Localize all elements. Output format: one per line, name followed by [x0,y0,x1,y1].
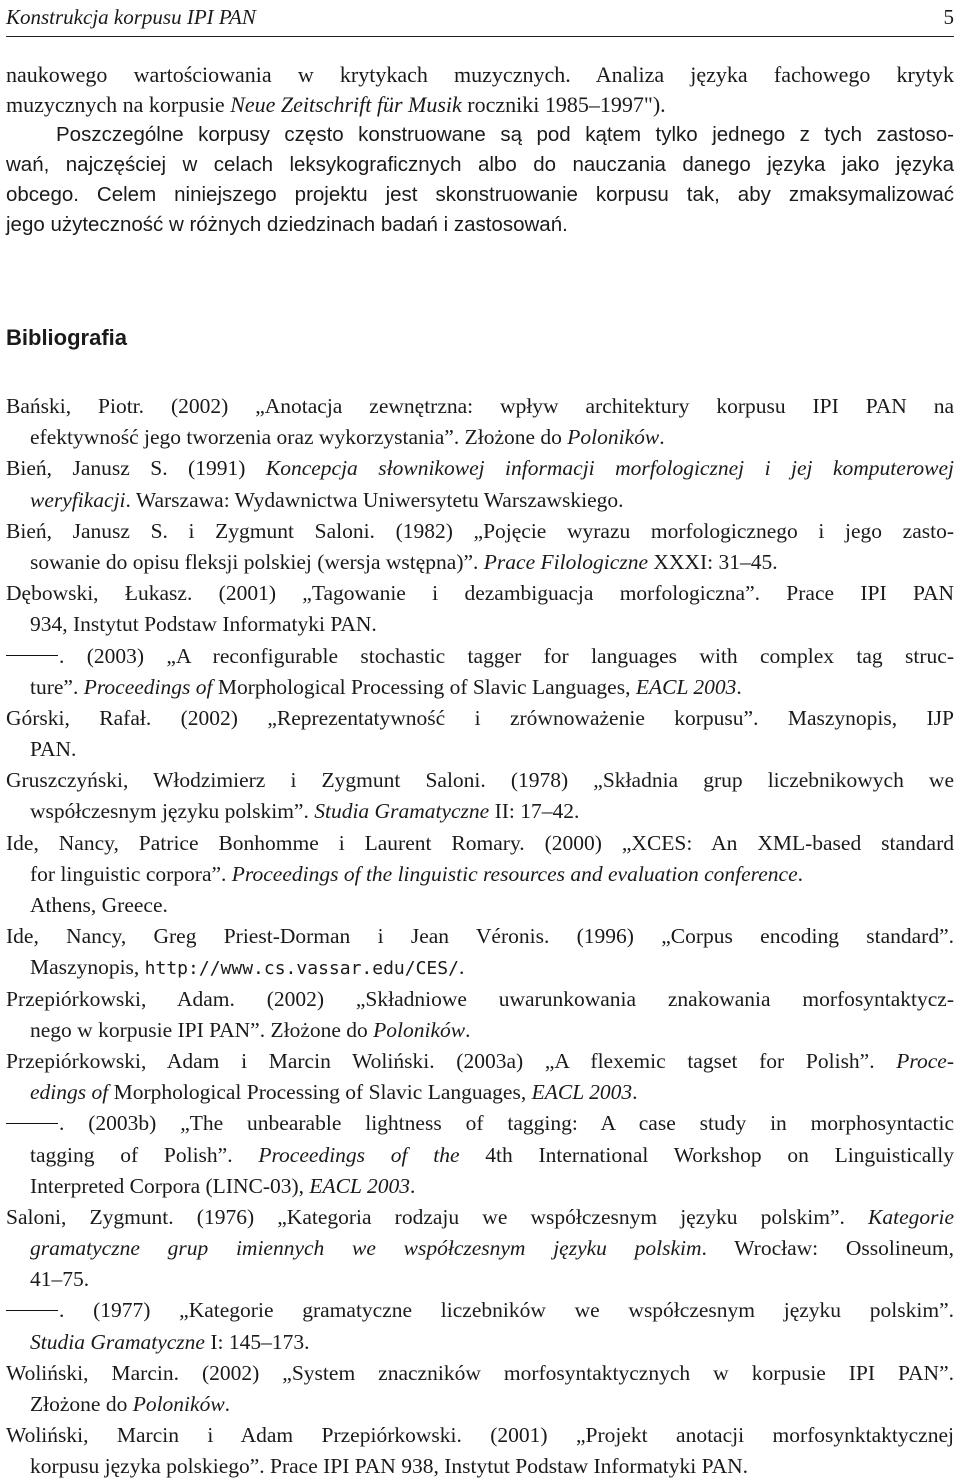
bibliography-entry: Woliński, Marcin. (2002) „System znaczników morfosyntaktycznych w korpusie IPI PAN”. Złożone do Poloników. [6,1360,954,1416]
bibliography-entry: Dębowski, Łukasz. (2001) „Tagowanie i dezambiguacja morfologiczna”. Prace IPI PAN 934, Instytut Podstaw Informatyki PAN. [6,581,954,637]
bibliography-entry: . (2003b) „The unbearable lightness of tagging: A case study in morphosyntactic tagging of Polish”. Proceedings of the 4th International Workshop on Linguistically Interpreted Corpora (LINC-03), EACL 2003. [6,1108,954,1202]
bibliography-entry: Górski, Rafał. (2002) „Reprezentatywność i zrównoważenie korpusu”. Maszynopis, IJP PAN. [6,705,954,762]
section-heading-bibliography: Bibliografia [6,325,128,350]
bibliography-list [6,391,954,1483]
repeated-author-dash [6,1123,58,1124]
text-line: obcego. Celem niniejszego projektu jest skonstruowanie korpusu tak, aby zmaksymalizować [6,183,954,206]
bibliography-entry: Ide, Nancy, Patrice Bonhomme i Laurent Romary. (2000) „XCES: An XML-based standard for linguistic corpora”. Proceedings of the linguistic resources and evaluation conference. Athens, Greece. [6,830,954,917]
text-line: wań, najczęściej w celach leksykograficznych albo do nauczania danego języka jako języka [6,153,954,176]
running-title: Konstrukcja korpusu IPI PAN [6,5,256,29]
text-line: jego użyteczność w różnych dziedzinach badań i zastosowań. [6,213,568,236]
bibliography-entry: Bański, Piotr. (2002) „Anotacja zewnętrzna: wpływ architektury korpusu IPI PAN na efektywność jego tworzenia oraz wykorzystania”. Złożone do Poloników. [6,394,954,450]
bibliography-entry: Woliński, Marcin i Adam Przepiórkowski. (2001) „Projekt anotacji morfosynktaktycznej korpusu języka polskiego”. Prace IPI PAN 938, Instytut Podstaw Informatyki PAN. [6,1423,954,1479]
text-line: muzycznych na korpusie Neue Zeitschrift für Musik roczniki 1985–1997"). [6,92,666,117]
text-line: naukowego wartościowania w krytykach muzycznych. Analiza języka fachowego krytyk [6,62,954,87]
bibliography-entry: Gruszczyński, Włodzimierz i Zygmunt Saloni. (1978) „Składnia grup liczebnikowych we współczesnym języku polskim”. Studia Gramatyczne II: 17–42. [6,768,954,824]
running-header [6,2,954,37]
repeated-author-dash [6,1310,58,1311]
bibliography-entry: Saloni, Zygmunt. (1976) „Kategoria rodzaju we współczesnym języku polskim”. Kategorie gramatyczne grup imiennych we współczesnym języku polskim. Wrocław: Ossolineum, 41–75. [6,1204,954,1292]
bibliography-entry: . (1977) „Kategorie gramatyczne liczebników we współczesnym języku polskim”. Studia Gramatyczne I: 145–173. [6,1295,954,1357]
repeated-author-dash [6,655,58,656]
page-number: 5 [943,5,954,29]
bibliography-entry: Przepiórkowski, Adam. (2002) „Składniowe uwarunkowania znakowania morfosyntaktycz- nego w korpusie IPI PAN”. Złożone do Poloników. [6,986,954,1042]
bibliography-entry: Bień, Janusz S. (1991) Koncepcja słownikowej informacji morfologicznej i jej komputerowej weryfikacji. Warszawa: Wydawnictwa Uniwersytetu Warszawskiego. [6,456,954,512]
bibliography-entry: . (2003) „A reconfigurable stochastic tagger for languages with complex tag struc- ture”. Proceedings of Morphological Processing of Slavic Languages, EACL 2003. [6,641,954,703]
bibliography-entry: Przepiórkowski, Adam i Marcin Woliński. (2003a) „A flexemic tagset for Polish”. Proce- edings of Morphological Processing of Slavic Languages, EACL 2003. [6,1048,954,1105]
intro-paragraph [6,60,954,240]
bibliography-entry: Ide, Nancy, Greg Priest-Dorman i Jean Véronis. (1996) „Corpus encoding standard”. Maszynopis, http://www.cs.vassar.edu/CES/. [6,924,954,980]
bibliography-entry: Bień, Janusz S. i Zygmunt Saloni. (1982) „Pojęcie wyrazu morfologicznego i jego zasto- sowanie do opisu fleksji polskiej (wersja wstępna)”. Prace Filologiczne XXXI: 31–45. [6,518,954,574]
url-link[interactable]: http://www.cs.vassar.edu/CES/ [144,958,459,980]
text-line: Poszczególne korpusy często konstruowane są pod kątem tylko jednego z tych zastoso- [56,123,954,146]
journal-title: Neue Zeitschrift für Musik [230,92,462,117]
